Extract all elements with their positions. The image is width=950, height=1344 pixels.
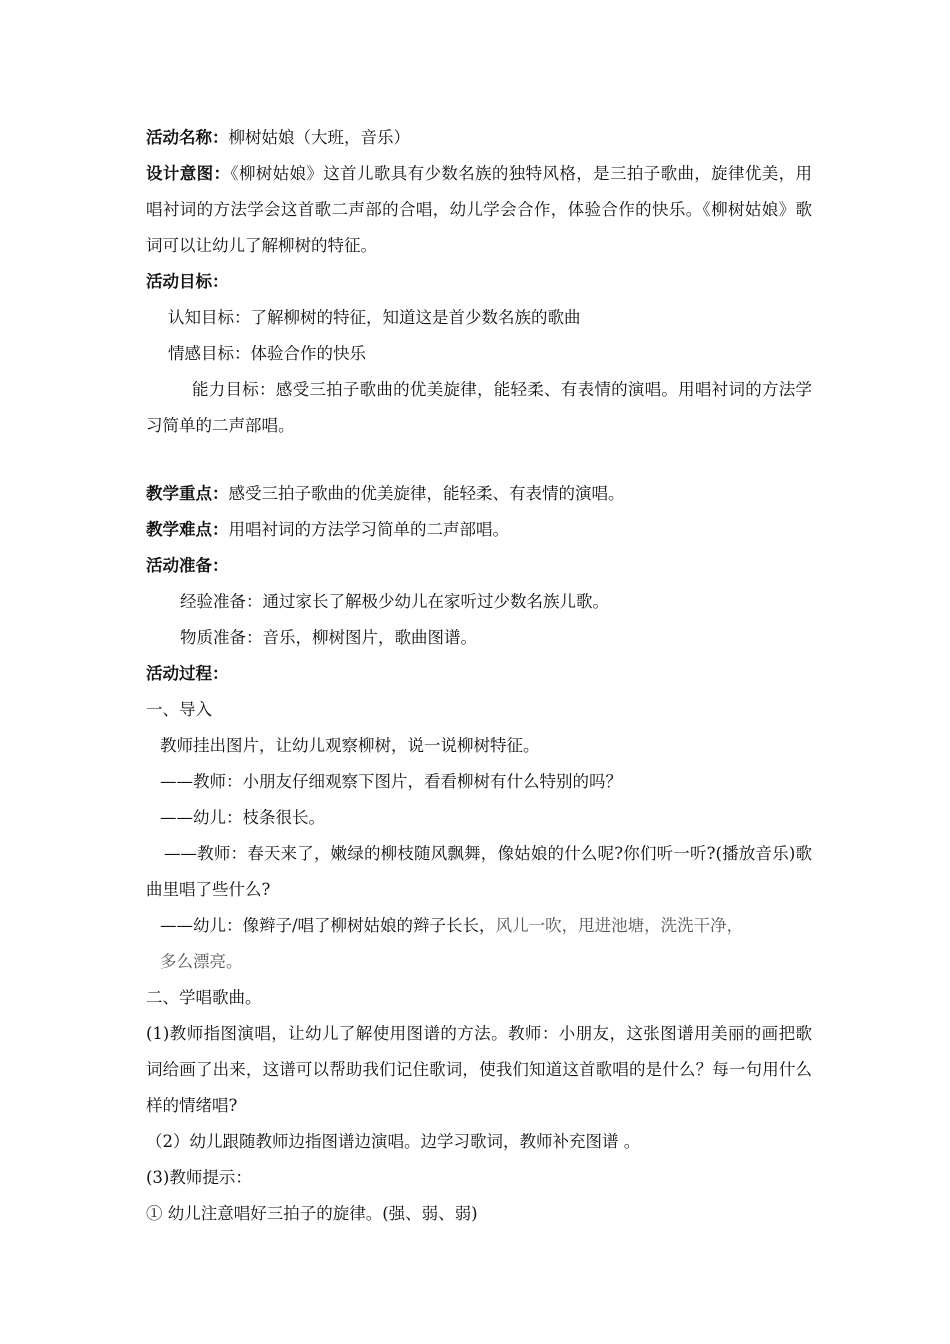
step1-title: 一、导入: [146, 700, 212, 719]
teaching-key-label: 教学重点：: [146, 484, 229, 503]
step1-dialog-1: ——教师：小朋友仔细观察下图片，看看柳树有什么特别的吗？: [160, 772, 622, 791]
goals-heading: 活动目标：: [146, 272, 229, 291]
step1-dialog-2: ——幼儿：枝条很长。: [160, 808, 325, 827]
step2-title: 二、学唱歌曲。: [146, 988, 262, 1007]
activity-name-label: 活动名称：: [146, 128, 229, 147]
teaching-difficult-label: 教学难点：: [146, 520, 229, 539]
goal-emotion: 情感目标：体验合作的快乐: [168, 344, 366, 363]
step1-dialog-4-b: 风儿一吹，甩进池塘，洗洗干净，: [495, 916, 744, 935]
teaching-difficult-text: 用唱衬词的方法学习简单的二声部唱。: [228, 520, 509, 539]
step2-paragraph-1: (1)教师指图演唱，让幼儿了解使用图谱的方法。教师：小朋友，这张图谱用美丽的画把歌词给画了出来，这谱可以帮助我们记住歌词，使我们知道这首歌唱的是什么？每一句用什么样的情绪唱?: [146, 1024, 812, 1115]
goal-ability: 能力目标：感受三拍子歌曲的优美旋律，能轻柔、有表情的演唱。用唱衬词的方法学习简单的二声部唱。: [146, 380, 812, 435]
teaching-key-line: [146, 476, 812, 512]
step2-paragraph-2: （2）幼儿跟随教师边指图谱边演唱。边学习歌词，教师补充图谱 。: [146, 1132, 641, 1151]
design-intent-paragraph: [146, 156, 812, 264]
teaching-difficult-line: [146, 512, 812, 548]
step1-dialog-4-a: ——幼儿：像辫子/唱了柳树姑娘的辫子长长，: [160, 916, 496, 935]
activity-name-line: [146, 120, 812, 156]
goal-cognitive: 认知目标：了解柳树的特征，知道这是首少数名族的歌曲: [168, 308, 581, 327]
step2-paragraph-4: ① 幼儿注意唱好三拍子的旋律。(强、弱、弱): [146, 1204, 478, 1223]
prep-material: 物质准备：音乐，柳树图片，歌曲图谱。: [180, 628, 477, 647]
step1-intro: 教师挂出图片，让幼儿观察柳树，说一说柳树特征。: [160, 736, 540, 755]
process-heading: 活动过程：: [146, 664, 229, 683]
step2-paragraph-3: (3)教师提示：: [146, 1168, 252, 1187]
step1-dialog-4-c: 多么漂亮。: [160, 952, 243, 971]
document-page: [146, 120, 812, 1232]
activity-name-value: 柳树姑娘（大班，音乐）: [228, 128, 410, 147]
step1-dialog-3: ——教师：春天来了，嫩绿的柳枝随风飘舞，像姑娘的什么呢?你们听一听?(播放音乐)歌曲里唱了些什么?: [146, 844, 812, 899]
design-intent-text: 《柳树姑娘》这首儿歌具有少数名族的独特风格，是三拍子歌曲，旋律优美，用唱衬词的方法学会这首歌二声部的合唱，幼儿学会合作，体验合作的快乐。《柳树姑娘》歌词可以让幼儿了解柳树的特征。: [146, 164, 813, 255]
preparation-heading: 活动准备：: [146, 556, 229, 575]
teaching-key-text: 感受三拍子歌曲的优美旋律，能轻柔、有表情的演唱。: [228, 484, 625, 503]
step1-dialog-4: [146, 908, 812, 944]
design-intent-label: 设计意图：: [146, 164, 231, 183]
spacer: [146, 444, 812, 476]
prep-experience: 经验准备：通过家长了解极少幼儿在家听过少数名族儿歌。: [180, 592, 609, 611]
